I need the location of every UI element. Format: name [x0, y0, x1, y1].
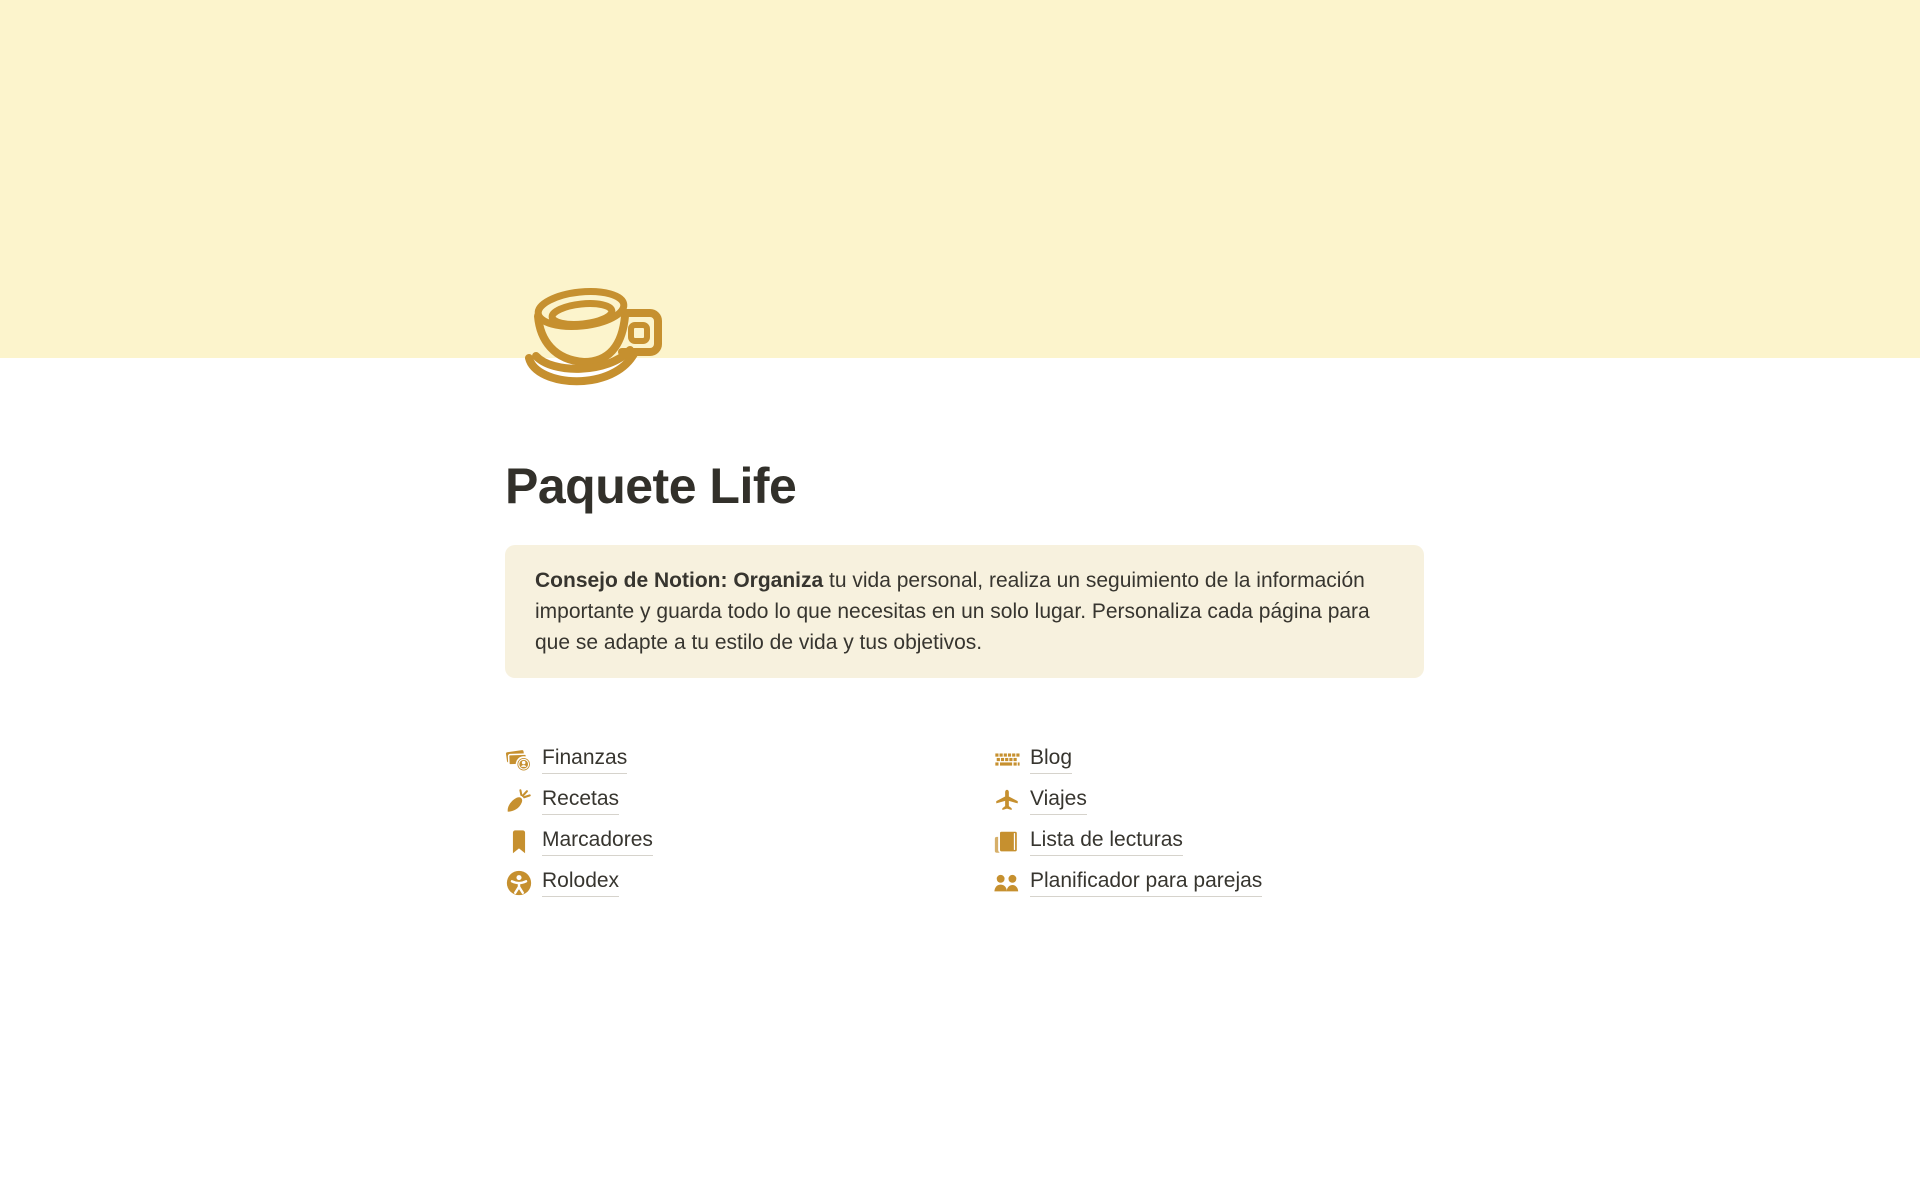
- link-label: Rolodex: [542, 868, 619, 897]
- page-icon-coffee-cup[interactable]: [524, 280, 664, 404]
- links-column-left: [505, 739, 963, 903]
- carrot-icon: [505, 787, 533, 815]
- link-blog[interactable]: [993, 739, 1424, 780]
- callout-text: tu vida personal, realiza un seguimiento de la información importante y guarda todo lo que necesitas en un solo lugar. Personaliza cada página para que se adapte a tu estilo de vida y tus objetivos.: [535, 569, 1370, 654]
- page-links: [505, 739, 1424, 903]
- link-recetas[interactable]: [505, 780, 963, 821]
- link-label: Lista de lecturas: [1030, 827, 1183, 856]
- link-finanzas[interactable]: [505, 739, 963, 780]
- link-label: Marcadores: [542, 827, 653, 856]
- link-label: Finanzas: [542, 745, 627, 774]
- person-circle-icon: [505, 869, 533, 897]
- page-title[interactable]: Paquete Life: [505, 458, 797, 514]
- link-rolodex[interactable]: [505, 862, 963, 903]
- page-cover: [0, 0, 1920, 358]
- link-label: Recetas: [542, 786, 619, 815]
- coffee-cup-icon: [524, 280, 664, 404]
- link-label: Planificador para parejas: [1030, 868, 1262, 897]
- link-viajes[interactable]: [993, 780, 1424, 821]
- bookmark-icon: [505, 828, 533, 856]
- airplane-icon: [993, 787, 1021, 815]
- book-icon: [993, 828, 1021, 856]
- notion-tip-callout: [505, 545, 1424, 678]
- links-column-right: [993, 739, 1424, 903]
- money-icon: [505, 746, 533, 774]
- link-lista-de-lecturas[interactable]: [993, 821, 1424, 862]
- callout-bold-text: Consejo de Notion: Organiza: [535, 569, 824, 592]
- link-planificador-para-parejas[interactable]: [993, 862, 1424, 903]
- link-label: Blog: [1030, 745, 1072, 774]
- keyboard-icon: [993, 746, 1021, 774]
- link-label: Viajes: [1030, 786, 1087, 815]
- page-body: [505, 458, 1424, 903]
- people-icon: [993, 869, 1021, 897]
- link-marcadores[interactable]: [505, 821, 963, 862]
